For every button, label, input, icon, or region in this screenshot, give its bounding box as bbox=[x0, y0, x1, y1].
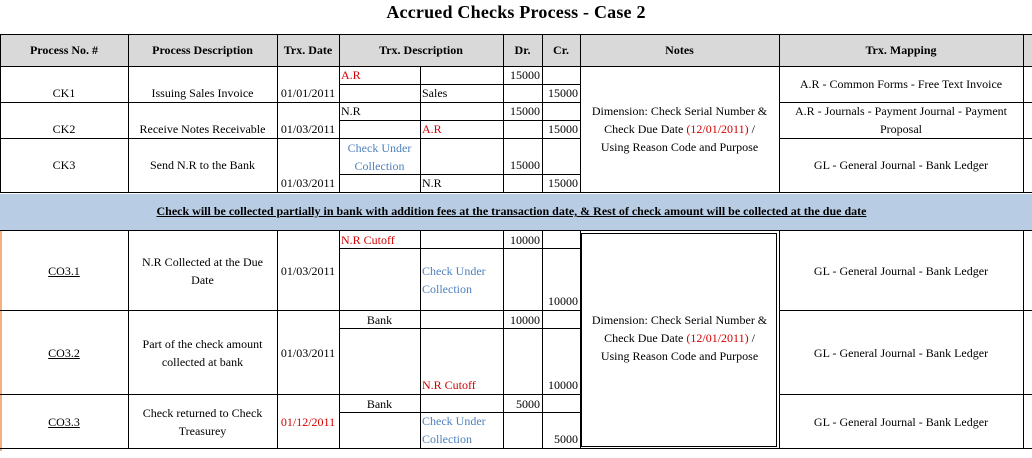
page-title: Accrued Checks Process - Case 2 bbox=[386, 2, 646, 22]
cr-amount: 15000 bbox=[548, 122, 578, 136]
cr-amount: 5000 bbox=[554, 432, 578, 446]
trx-account-debit: Check Under Collection bbox=[347, 141, 412, 173]
notes-due-date: (12/01/2011) bbox=[686, 331, 749, 345]
dr-amount: 15000 bbox=[510, 68, 540, 82]
trx-account-credit: N.R Cutoff bbox=[422, 378, 476, 392]
trx-mapping: A.R - Common Forms - Free Text Invoice bbox=[799, 77, 1003, 91]
header-process-no: Process No. # bbox=[29, 43, 99, 57]
trx-date: 01/03/2011 bbox=[280, 122, 336, 136]
dr-amount: 10000 bbox=[510, 233, 540, 247]
trx-date: 01/03/2011 bbox=[280, 263, 336, 278]
notes-text: Check Due Date bbox=[604, 122, 687, 136]
process-number: CO3.3 bbox=[48, 414, 80, 429]
trx-date: 01/03/2011 bbox=[280, 345, 336, 360]
cr-amount: 10000 bbox=[548, 294, 578, 308]
trx-account-credit: A.R bbox=[422, 122, 442, 136]
header-trx-mapping: Trx. Mapping bbox=[865, 43, 937, 57]
process-description: Send N.R to the Bank bbox=[150, 158, 255, 172]
cr-amount: 15000 bbox=[548, 176, 578, 190]
header-dr: Dr. bbox=[514, 43, 531, 57]
dr-amount: 10000 bbox=[510, 313, 540, 327]
cr-amount: 15000 bbox=[548, 86, 578, 100]
trx-account-credit: Check Under Collection bbox=[422, 414, 486, 446]
notes-top-line3: Using Reason Code and Purpose bbox=[600, 140, 759, 154]
process-description: Part of the check amount collected at bank bbox=[142, 336, 263, 369]
trx-account-debit: Bank bbox=[366, 397, 393, 411]
header-cr: Cr. bbox=[553, 43, 569, 57]
notes-text: Check Due Date bbox=[604, 331, 687, 345]
header-trx-date: Trx. Date bbox=[283, 43, 333, 57]
notes-bottom-line3: Using Reason Code and Purpose bbox=[600, 349, 759, 363]
trx-mapping: GL - General Journal - Bank Ledger bbox=[813, 414, 989, 429]
process-description: Check returned to Check Treasurey bbox=[142, 405, 263, 438]
trx-account-credit: N.R bbox=[422, 176, 442, 190]
trx-mapping: GL - General Journal - Bank Ledger bbox=[813, 263, 989, 278]
dr-amount: 15000 bbox=[510, 104, 540, 118]
process-number: CK1 bbox=[52, 86, 76, 100]
trx-account-credit: Sales bbox=[422, 86, 448, 100]
collection-banner: Check will be collected partially in bank with addition fees at the transaction date, & Rest of check amount will be collected at the due date bbox=[156, 204, 867, 218]
trx-account-debit: N.R Cutoff bbox=[341, 233, 395, 247]
cr-amount: 10000 bbox=[548, 378, 578, 392]
process-number: CO3.1 bbox=[48, 263, 80, 278]
trx-account-debit: Bank bbox=[366, 313, 393, 327]
process-number: CK3 bbox=[52, 158, 76, 172]
notes-text: / bbox=[748, 122, 755, 136]
trx-mapping: A.R - Journals - Payment Journal - Payment Proposal bbox=[795, 104, 1007, 136]
trx-date: 01/12/2011 bbox=[280, 414, 336, 429]
dr-amount: 5000 bbox=[516, 397, 540, 411]
notes-text: / bbox=[748, 331, 755, 345]
trx-date: 01/01/2011 bbox=[280, 86, 336, 100]
notes-bottom-line1: Dimension: Check Serial Number & bbox=[591, 313, 768, 327]
trx-mapping: GL - General Journal - Bank Ledger bbox=[813, 158, 989, 172]
notes-top-line2 bbox=[580, 120, 779, 138]
trx-account-credit: Check Under Collection bbox=[422, 264, 486, 296]
notes-due-date: (12/01/2011) bbox=[686, 122, 749, 136]
trx-account-debit: A.R bbox=[341, 68, 361, 82]
notes-top-line1: Dimension: Check Serial Number & bbox=[591, 104, 768, 118]
process-number: CK2 bbox=[52, 122, 76, 136]
process-number: CO3.2 bbox=[48, 345, 80, 360]
header-notes: Notes bbox=[665, 43, 694, 57]
header-trx-description: Trx. Description bbox=[379, 43, 463, 57]
header-process-description: Process Description bbox=[152, 43, 253, 57]
process-description: N.R Collected at the Due Date bbox=[142, 254, 263, 287]
trx-account-debit: N.R bbox=[341, 104, 361, 118]
dr-amount: 15000 bbox=[510, 158, 540, 172]
trx-date: 01/03/2011 bbox=[280, 176, 336, 190]
process-description: Receive Notes Receivable bbox=[139, 122, 266, 136]
trx-mapping: GL - General Journal - Bank Ledger bbox=[813, 345, 989, 360]
process-description: Issuing Sales Invoice bbox=[151, 86, 254, 100]
notes-bottom-line2 bbox=[580, 329, 779, 347]
